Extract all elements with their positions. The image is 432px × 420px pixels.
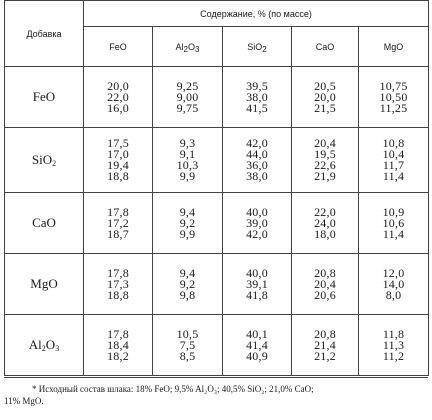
additive-base: CaO [32, 215, 56, 230]
value: 17,8 [107, 265, 129, 280]
value: 20,0 [107, 78, 129, 93]
value: 22,6 [314, 158, 336, 172]
value: 11,7 [382, 158, 405, 172]
value: 42,0 [246, 136, 268, 150]
header-additive: Добавка [5, 1, 84, 67]
additive-cell [5, 254, 84, 315]
value: 7,5 [179, 337, 196, 352]
value-cell [84, 128, 153, 193]
value: 17,5 [107, 136, 129, 150]
value-cell [223, 67, 292, 128]
value-cell [359, 315, 429, 376]
value: 40,0 [246, 204, 268, 219]
additive-cell [5, 193, 84, 254]
value: 39,1 [246, 276, 268, 291]
value: 10,50 [379, 89, 408, 104]
value-cell [84, 315, 153, 376]
value: 9,1 [179, 147, 196, 161]
header-content: Содержание, % (по массе) [84, 1, 429, 27]
value-cell [292, 128, 359, 193]
value: 17,8 [107, 204, 129, 219]
value-cell [153, 315, 223, 376]
value: 12,0 [382, 265, 405, 280]
value-cell [292, 315, 359, 376]
table-row [5, 67, 429, 128]
value: 11,4 [382, 169, 405, 183]
footnote-line-1: * Исходный состав шлака: 18% FeO; 9,5% Al₂O₃; 40,5% SiO₂; 21,0% CaO; [32, 384, 314, 394]
value: 39,5 [246, 78, 268, 93]
additive-sub: 2 [52, 159, 57, 168]
footnote-divider [4, 377, 428, 378]
additive-tail: O [45, 337, 56, 352]
value-cell [292, 254, 359, 315]
value-cell [223, 193, 292, 254]
value: 10,4 [382, 147, 405, 161]
value-cell [153, 254, 223, 315]
component-base: FeO [109, 41, 127, 52]
value: 10,3 [176, 158, 199, 172]
value: 9,2 [179, 276, 196, 291]
table-row [5, 193, 429, 254]
value-cell [84, 193, 153, 254]
value: 9,8 [179, 287, 196, 302]
value: 21,9 [314, 169, 336, 183]
value: 36,0 [246, 158, 268, 172]
additive-sub2: 3 [55, 344, 60, 353]
component-sub: 2 [262, 44, 267, 54]
value: 41,8 [246, 287, 268, 302]
value: 11,25 [379, 100, 408, 115]
value: 20,4 [314, 136, 336, 150]
value: 9,9 [179, 226, 196, 241]
value: 40,9 [246, 348, 268, 363]
component-tail: O [188, 41, 196, 52]
value-cell [292, 193, 359, 254]
additive-base: FeO [32, 89, 56, 104]
value: 24,0 [314, 215, 336, 230]
value: 9,25 [176, 78, 199, 93]
value: 40,1 [246, 326, 268, 341]
component-header [292, 27, 359, 67]
value: 40,0 [246, 265, 268, 280]
value: 17,2 [107, 215, 129, 230]
value: 10,8 [382, 136, 405, 150]
value: 21,5 [314, 100, 336, 115]
component-base: MgO [383, 41, 404, 52]
component-base: Al [175, 41, 184, 52]
value-cell [223, 315, 292, 376]
value: 20,4 [314, 276, 336, 291]
value: 38,0 [246, 89, 268, 104]
value: 17,8 [107, 326, 129, 341]
value: 20,5 [314, 78, 336, 93]
value: 8,0 [385, 287, 402, 302]
value: 18,0 [314, 226, 336, 241]
additive-base: Al [28, 337, 42, 352]
value: 18,8 [107, 169, 129, 183]
value: 8,5 [179, 348, 196, 363]
value-cell [359, 128, 429, 193]
value: 18,8 [107, 287, 129, 302]
value: 10,75 [379, 78, 408, 93]
value: 10,5 [176, 326, 199, 341]
value: 11,4 [382, 226, 405, 241]
value: 19,4 [107, 158, 129, 172]
footnote-line-2: 11% MgO. [4, 396, 44, 406]
value-cell [359, 193, 429, 254]
value-cell [153, 128, 223, 193]
value: 22,0 [107, 89, 129, 104]
table-row [5, 315, 429, 376]
value-cell [153, 67, 223, 128]
value-cell [359, 67, 429, 128]
value: 17,3 [107, 276, 129, 291]
table-row [5, 128, 429, 193]
value: 11,3 [382, 337, 405, 352]
value: 18,4 [107, 337, 129, 352]
additive-cell [5, 128, 84, 193]
value: 10,9 [382, 204, 405, 219]
value-cell [84, 67, 153, 128]
component-sub: 2 [183, 44, 188, 54]
additive-sub: 2 [41, 344, 46, 353]
value-cell [359, 254, 429, 315]
value: 20,0 [314, 89, 336, 104]
table-body [5, 67, 429, 376]
value: 11,2 [382, 348, 405, 363]
slag-composition-table [4, 0, 429, 376]
additive-cell [5, 67, 84, 128]
component-header [359, 27, 429, 67]
value: 18,7 [107, 226, 129, 241]
additive-base: SiO [31, 152, 53, 167]
additive-cell [5, 315, 84, 376]
value: 41,4 [246, 337, 268, 352]
value: 20,8 [314, 326, 336, 341]
value: 9,4 [179, 265, 196, 280]
value: 9,4 [179, 204, 196, 219]
value: 39,0 [246, 215, 268, 230]
value: 20,6 [314, 287, 336, 302]
value: 38,0 [246, 169, 268, 183]
value-cell [292, 67, 359, 128]
value: 17,0 [107, 147, 129, 161]
component-base: CaO [315, 41, 335, 52]
value: 20,8 [314, 265, 336, 280]
component-header [223, 27, 292, 67]
table-row [5, 254, 429, 315]
value: 22,0 [314, 204, 336, 219]
value: 41,5 [246, 100, 268, 115]
value: 21,2 [314, 348, 336, 363]
value-cell [223, 128, 292, 193]
value: 44,0 [246, 147, 268, 161]
component-base: SiO [247, 41, 263, 52]
component-sub2: 3 [195, 44, 200, 54]
value: 9,75 [176, 100, 199, 115]
value: 9,00 [176, 89, 199, 104]
value: 10,6 [382, 215, 405, 230]
value: 16,0 [107, 100, 129, 115]
value: 11,8 [382, 326, 405, 341]
value: 9,3 [179, 136, 196, 150]
component-header [153, 27, 223, 67]
value: 21,4 [314, 337, 336, 352]
component-header [84, 27, 153, 67]
value: 42,0 [246, 226, 268, 241]
value: 9,9 [179, 169, 196, 183]
value: 9,2 [179, 215, 196, 230]
value-cell [223, 254, 292, 315]
additive-base: MgO [30, 276, 58, 291]
value-cell [84, 254, 153, 315]
value: 19,5 [314, 147, 336, 161]
value: 18,2 [107, 348, 129, 363]
footnote [4, 383, 428, 407]
value-cell [153, 193, 223, 254]
value: 14,0 [382, 276, 405, 291]
